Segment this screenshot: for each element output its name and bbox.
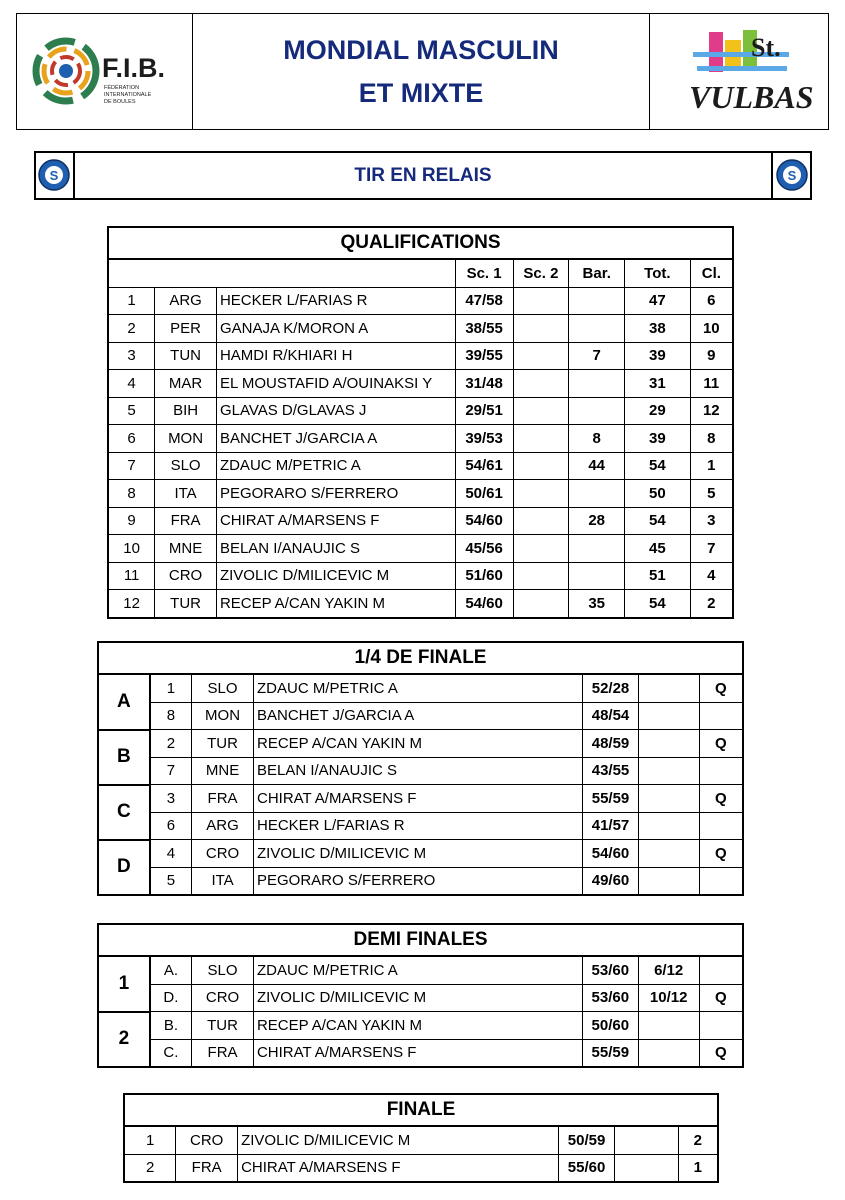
classement: 4 xyxy=(690,562,733,590)
col-score-1: Sc. 1 xyxy=(455,259,513,287)
country-code: SLO xyxy=(192,674,254,702)
match-row xyxy=(98,785,743,813)
score-1: 54/60 xyxy=(455,507,513,535)
players-name: PEGORARO S/FERRERO xyxy=(216,480,455,508)
st-vulbas-logo xyxy=(650,14,828,129)
country-code: CRO xyxy=(192,840,254,868)
score-1: 51/60 xyxy=(455,562,513,590)
score-2 xyxy=(513,315,569,343)
country-code: MON xyxy=(192,702,254,730)
players-name: ZIVOLIC D/MILICEVIC M xyxy=(216,562,455,590)
match-row xyxy=(98,1039,743,1067)
extra-score xyxy=(638,730,699,758)
col-total: Tot. xyxy=(625,259,691,287)
col-barrage: Bar. xyxy=(569,259,625,287)
rank-number: 7 xyxy=(108,452,155,480)
score-1: 47/58 xyxy=(455,287,513,315)
score-1: 38/55 xyxy=(455,315,513,343)
fib-logo-text: F.I.B. xyxy=(101,52,165,83)
seed-number: A. xyxy=(150,956,192,984)
total-score: 29 xyxy=(625,397,691,425)
score-2 xyxy=(513,590,569,618)
qualified-mark: Q xyxy=(699,840,743,868)
qualified-mark: Q xyxy=(699,785,743,813)
country-code: MAR xyxy=(155,370,217,398)
total-score: 39 xyxy=(625,342,691,370)
rank-number: 2 xyxy=(108,315,155,343)
match-score: 43/55 xyxy=(583,757,639,785)
final-row xyxy=(124,1154,718,1182)
players-name: CHIRAT A/MARSENS F xyxy=(253,1039,582,1067)
country-code: PER xyxy=(155,315,217,343)
barrage-score xyxy=(569,535,625,563)
players-name: HECKER L/FARIAS R xyxy=(253,812,582,840)
qualifications-header-row xyxy=(108,259,733,287)
barrage-score xyxy=(569,480,625,508)
barrage-score xyxy=(569,370,625,398)
total-score: 51 xyxy=(625,562,691,590)
match-row xyxy=(98,956,743,984)
country-code: CRO xyxy=(192,984,254,1012)
qualified-mark xyxy=(699,757,743,785)
st-vulbas-emblem-icon xyxy=(679,26,814,118)
final-rank: 1 xyxy=(678,1154,718,1182)
total-score: 31 xyxy=(625,370,691,398)
rank-number: 12 xyxy=(108,590,155,618)
extra-score xyxy=(638,812,699,840)
country-code: TUR xyxy=(192,1012,254,1040)
country-code: ARG xyxy=(155,287,217,315)
country-code: SLO xyxy=(192,956,254,984)
group-label: B xyxy=(98,730,150,785)
country-code: FRA xyxy=(176,1154,238,1182)
total-score: 47 xyxy=(625,287,691,315)
extra-score: 10/12 xyxy=(638,984,699,1012)
extra-score xyxy=(638,867,699,895)
table-row xyxy=(108,590,733,618)
players-name: BELAN I/ANAUJIC S xyxy=(216,535,455,563)
qualified-mark xyxy=(699,812,743,840)
players-name: PEGORARO S/FERRERO xyxy=(253,867,582,895)
match-row xyxy=(98,674,743,702)
quarter-finals-table xyxy=(97,641,744,896)
qualified-mark xyxy=(699,867,743,895)
country-code: FRA xyxy=(192,785,254,813)
match-score: 53/60 xyxy=(582,956,638,984)
classement: 11 xyxy=(690,370,733,398)
match-score: 55/59 xyxy=(583,785,639,813)
match-score: 48/59 xyxy=(583,730,639,758)
score-2 xyxy=(513,480,569,508)
fib-logo-sub-1: FÉDÉRATION xyxy=(103,84,139,91)
players-name: RECEP A/CAN YAKIN M xyxy=(253,730,582,758)
rank-number: 3 xyxy=(108,342,155,370)
fib-logo-sub-2: INTERNATIONALE xyxy=(103,91,151,98)
rank-number: 8 xyxy=(108,480,155,508)
s-badge-icon xyxy=(38,159,70,191)
svg-text:St.: St. xyxy=(751,32,781,62)
classement: 8 xyxy=(690,425,733,453)
match-row xyxy=(98,867,743,895)
extra-score: 6/12 xyxy=(638,956,699,984)
group-label: 1 xyxy=(98,956,150,1012)
table-row xyxy=(108,480,733,508)
s-badge-letter: S xyxy=(49,168,59,183)
seed-number: 7 xyxy=(150,757,192,785)
final-rank: 2 xyxy=(678,1126,718,1154)
score-2 xyxy=(513,507,569,535)
country-code: TUR xyxy=(155,590,217,618)
fib-emblem-icon xyxy=(30,27,180,117)
players-name: ZDAUC M/PETRIC A xyxy=(253,674,582,702)
col-classement: Cl. xyxy=(690,259,733,287)
extra-score xyxy=(638,757,699,785)
players-name: ZIVOLIC D/MILICEVIC M xyxy=(238,1126,559,1154)
score-1: 39/53 xyxy=(455,425,513,453)
match-score: 41/57 xyxy=(583,812,639,840)
extra-score xyxy=(638,1012,699,1040)
country-code: CRO xyxy=(155,562,217,590)
score-1: 31/48 xyxy=(455,370,513,398)
qualified-mark: Q xyxy=(699,1039,743,1067)
players-name: ZIVOLIC D/MILICEVIC M xyxy=(253,984,582,1012)
classement: 6 xyxy=(690,287,733,315)
qualified-mark: Q xyxy=(699,674,743,702)
match-score: 53/60 xyxy=(582,984,638,1012)
rank-number: 9 xyxy=(108,507,155,535)
country-code: MNE xyxy=(155,535,217,563)
score-1: 29/51 xyxy=(455,397,513,425)
score-2 xyxy=(513,425,569,453)
svg-text:VULBAS: VULBAS xyxy=(689,78,814,115)
quarter-finals-title: 1/4 DE FINALE xyxy=(98,642,743,674)
qualifications-title: QUALIFICATIONS xyxy=(108,227,733,259)
rank-number: 4 xyxy=(108,370,155,398)
fib-logo-sub-3: DE BOULES xyxy=(103,98,135,105)
barrage-score xyxy=(569,287,625,315)
qualified-mark: Q xyxy=(699,984,743,1012)
classement: 2 xyxy=(690,590,733,618)
players-name: EL MOUSTAFID A/OUINAKSI Y xyxy=(216,370,455,398)
seed-number: C. xyxy=(150,1039,192,1067)
rank-number: 1 xyxy=(108,287,155,315)
extra-score xyxy=(615,1154,679,1182)
score-1: 54/60 xyxy=(455,590,513,618)
players-name: GANAJA K/MORON A xyxy=(216,315,455,343)
country-code: FRA xyxy=(155,507,217,535)
score-1: 45/56 xyxy=(455,535,513,563)
score-2 xyxy=(513,342,569,370)
qualified-mark xyxy=(699,956,743,984)
title-line-2: ET MIXTE xyxy=(358,77,484,108)
country-code: ARG xyxy=(192,812,254,840)
qualified-mark xyxy=(699,1012,743,1040)
country-code: ITA xyxy=(155,480,217,508)
score-2 xyxy=(513,452,569,480)
match-row xyxy=(98,984,743,1012)
s-badge-icon xyxy=(776,159,808,191)
seed-number: D. xyxy=(150,984,192,1012)
players-name: CHIRAT A/MARSENS F xyxy=(216,507,455,535)
extra-score xyxy=(638,1039,699,1067)
score-1: 50/61 xyxy=(455,480,513,508)
semi-finals-table xyxy=(97,923,744,1068)
classement: 7 xyxy=(690,535,733,563)
table-row xyxy=(108,535,733,563)
players-name: HECKER L/FARIAS R xyxy=(216,287,455,315)
qualified-mark xyxy=(699,702,743,730)
rank-number: 6 xyxy=(108,425,155,453)
rank-number: 5 xyxy=(108,397,155,425)
score-1: 54/61 xyxy=(455,452,513,480)
players-name: GLAVAS D/GLAVAS J xyxy=(216,397,455,425)
match-row xyxy=(98,757,743,785)
country-code: TUN xyxy=(155,342,217,370)
final-title: FINALE xyxy=(124,1094,718,1126)
score-1: 39/55 xyxy=(455,342,513,370)
players-name: RECEP A/CAN YAKIN M xyxy=(216,590,455,618)
extra-score xyxy=(638,674,699,702)
match-score: 54/60 xyxy=(583,840,639,868)
final-table xyxy=(123,1093,719,1183)
barrage-score xyxy=(569,315,625,343)
extra-score xyxy=(638,840,699,868)
table-row xyxy=(108,287,733,315)
match-row xyxy=(98,730,743,758)
players-name: BANCHET J/GARCIA A xyxy=(216,425,455,453)
total-score: 54 xyxy=(625,452,691,480)
table-row xyxy=(108,397,733,425)
players-name: HAMDI R/KHIARI H xyxy=(216,342,455,370)
match-row xyxy=(98,1012,743,1040)
barrage-score xyxy=(569,562,625,590)
country-code: TUR xyxy=(192,730,254,758)
table-row xyxy=(108,425,733,453)
col-score-2: Sc. 2 xyxy=(513,259,569,287)
total-score: 38 xyxy=(625,315,691,343)
total-score: 54 xyxy=(625,507,691,535)
seed-number: 4 xyxy=(150,840,192,868)
seed-number: 2 xyxy=(150,730,192,758)
country-code: ITA xyxy=(192,867,254,895)
classement: 10 xyxy=(690,315,733,343)
match-score: 50/59 xyxy=(559,1126,615,1154)
match-row xyxy=(98,812,743,840)
country-code: MNE xyxy=(192,757,254,785)
country-code: BIH xyxy=(155,397,217,425)
score-2 xyxy=(513,287,569,315)
players-name: CHIRAT A/MARSENS F xyxy=(238,1154,559,1182)
classement: 5 xyxy=(690,480,733,508)
fib-logo xyxy=(17,14,193,129)
score-2 xyxy=(513,535,569,563)
score-2 xyxy=(513,562,569,590)
country-code: MON xyxy=(155,425,217,453)
semi-finals-title: DEMI FINALES xyxy=(98,924,743,956)
country-code: FRA xyxy=(192,1039,254,1067)
seed-number: 6 xyxy=(150,812,192,840)
players-name: BANCHET J/GARCIA A xyxy=(253,702,582,730)
extra-score xyxy=(615,1126,679,1154)
players-name: RECEP A/CAN YAKIN M xyxy=(253,1012,582,1040)
classement: 12 xyxy=(690,397,733,425)
rank-number: 11 xyxy=(108,562,155,590)
page-title xyxy=(193,14,650,129)
match-score: 50/60 xyxy=(582,1012,638,1040)
table-row xyxy=(108,315,733,343)
players-name: ZDAUC M/PETRIC A xyxy=(253,956,582,984)
group-label: 2 xyxy=(98,1012,150,1068)
score-2 xyxy=(513,397,569,425)
event-bar xyxy=(34,151,812,200)
seed-number: B. xyxy=(150,1012,192,1040)
players-name: BELAN I/ANAUJIC S xyxy=(253,757,582,785)
barrage-score xyxy=(569,397,625,425)
event-title: TIR EN RELAIS xyxy=(73,153,773,198)
barrage-score: 7 xyxy=(569,342,625,370)
table-row xyxy=(108,562,733,590)
extra-score xyxy=(638,785,699,813)
extra-score xyxy=(638,702,699,730)
s-badge-letter: S xyxy=(787,168,797,183)
classement: 1 xyxy=(690,452,733,480)
title-line-1: MONDIAL MASCULIN xyxy=(283,34,559,65)
group-label: C xyxy=(98,785,150,840)
total-score: 39 xyxy=(625,425,691,453)
seed-number: 3 xyxy=(150,785,192,813)
table-row xyxy=(108,452,733,480)
match-score: 55/59 xyxy=(582,1039,638,1067)
country-code: CRO xyxy=(176,1126,238,1154)
rank-number: 10 xyxy=(108,535,155,563)
total-score: 45 xyxy=(625,535,691,563)
table-row xyxy=(108,370,733,398)
match-row xyxy=(98,702,743,730)
row-number: 2 xyxy=(124,1154,176,1182)
page-header xyxy=(16,13,829,130)
total-score: 54 xyxy=(625,590,691,618)
qualified-mark: Q xyxy=(699,730,743,758)
players-name: CHIRAT A/MARSENS F xyxy=(253,785,582,813)
barrage-score: 35 xyxy=(569,590,625,618)
seed-number: 1 xyxy=(150,674,192,702)
row-number: 1 xyxy=(124,1126,176,1154)
classement: 9 xyxy=(690,342,733,370)
group-label: A xyxy=(98,674,150,730)
barrage-score: 44 xyxy=(569,452,625,480)
match-score: 52/28 xyxy=(583,674,639,702)
country-code: SLO xyxy=(155,452,217,480)
players-name: ZIVOLIC D/MILICEVIC M xyxy=(253,840,582,868)
barrage-score: 28 xyxy=(569,507,625,535)
final-row xyxy=(124,1126,718,1154)
classement: 3 xyxy=(690,507,733,535)
match-row xyxy=(98,840,743,868)
score-2 xyxy=(513,370,569,398)
seed-number: 8 xyxy=(150,702,192,730)
match-score: 55/60 xyxy=(559,1154,615,1182)
group-label: D xyxy=(98,840,150,896)
match-score: 48/54 xyxy=(583,702,639,730)
total-score: 50 xyxy=(625,480,691,508)
table-row xyxy=(108,507,733,535)
match-score: 49/60 xyxy=(583,867,639,895)
players-name: ZDAUC M/PETRIC A xyxy=(216,452,455,480)
qualifications-table xyxy=(107,226,734,619)
table-row xyxy=(108,342,733,370)
seed-number: 5 xyxy=(150,867,192,895)
barrage-score: 8 xyxy=(569,425,625,453)
